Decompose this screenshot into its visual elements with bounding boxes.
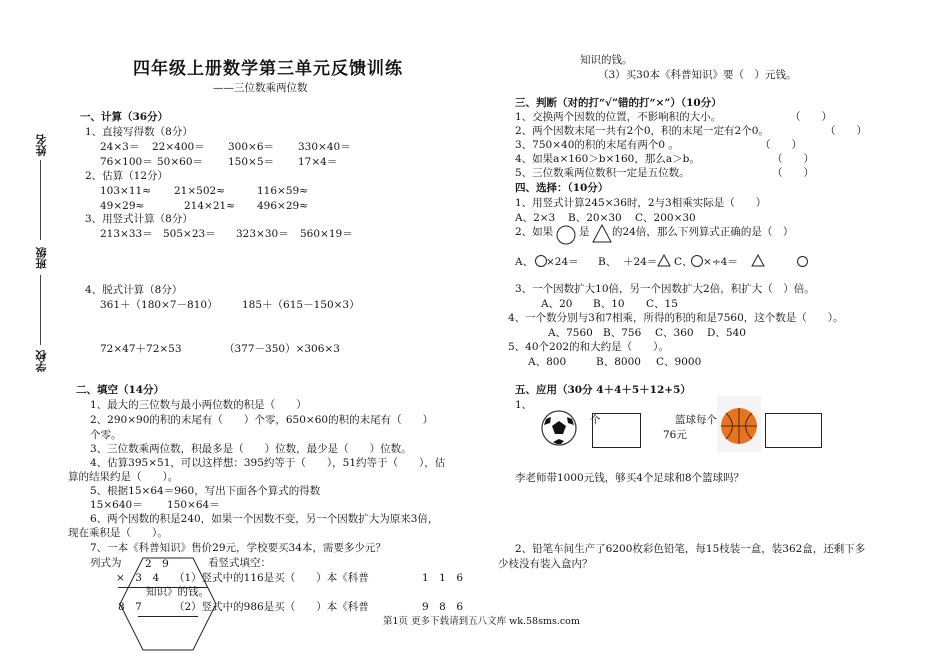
option[interactable]: C、 bbox=[674, 256, 693, 268]
mult-multiplier: × 3 4 bbox=[116, 572, 160, 584]
s2-l5: 5、根据15×64＝960，写出下面各个算式的得数 bbox=[90, 485, 321, 497]
s2-l3: 3、三位数乘两位数，积最多是（ ）位数，最少是（ ）位数。 bbox=[90, 443, 412, 455]
option[interactable]: C、9000 bbox=[656, 356, 702, 368]
s2-l4b: 算的结果约是（ ）。 bbox=[68, 471, 179, 483]
judge-mark[interactable]: （ ） bbox=[790, 111, 832, 123]
s4-q3: 3、一个因数扩大10倍，另一个因数扩大2倍，积扩大（ ）倍。 bbox=[515, 283, 815, 295]
triangle-icon bbox=[657, 254, 671, 268]
option[interactable]: D、540 bbox=[707, 327, 746, 339]
name-label: 姓名 bbox=[35, 134, 48, 156]
s2-l7a: 列式为 bbox=[90, 557, 122, 569]
judge-item: 1、交换两个因数的位置，不影响积的大小。 bbox=[515, 111, 722, 123]
s2-f2n: 9 8 6 bbox=[422, 601, 464, 613]
calc: （377－350）×306×3 bbox=[224, 343, 340, 355]
calc: 24×3＝ bbox=[100, 141, 140, 153]
calc: 185＋（615－150×3） bbox=[242, 299, 360, 311]
option[interactable]: B、756 bbox=[603, 327, 642, 339]
s4-q5: 5、40个202的和大约是（ ）。 bbox=[508, 341, 669, 353]
triangle-icon bbox=[751, 254, 765, 268]
option[interactable]: B、10 bbox=[593, 298, 625, 310]
s4-heading: 四、选择：（10分） bbox=[515, 182, 609, 194]
s2-l2b: 个零。 bbox=[90, 429, 122, 441]
mult-top: 2 9 bbox=[145, 558, 169, 570]
calc: 214×21≈ bbox=[184, 200, 235, 212]
ball-text-2: 篮球每个 bbox=[675, 414, 717, 426]
option-text: × bbox=[703, 256, 712, 268]
calc: 496×29≈ bbox=[257, 200, 308, 212]
class-label: 班级 bbox=[35, 247, 48, 269]
s2-f1b: 知识》的钱。 bbox=[146, 586, 209, 598]
option-text: ＋24＝ bbox=[623, 256, 658, 268]
triangle-icon bbox=[592, 224, 612, 244]
calc: 560×19＝ bbox=[300, 228, 353, 240]
calc: 213×33＝ bbox=[100, 228, 153, 240]
page-subtitle: ——三位数乘两位数 bbox=[213, 82, 308, 94]
option[interactable]: B、20×30 bbox=[568, 212, 622, 224]
judge-mark[interactable]: （ ） bbox=[772, 167, 814, 179]
judge-item: 2、两个因数末尾一共有2个0，积的末尾一定有2个0。 bbox=[515, 125, 769, 137]
circle-icon bbox=[690, 254, 704, 268]
s2-f2b: 知识的钱。 bbox=[580, 54, 633, 66]
class-line bbox=[40, 275, 41, 345]
option[interactable]: A、 bbox=[515, 256, 534, 268]
s2-f2: （2）竖式中的986是买（ ）本《科普 bbox=[174, 601, 369, 613]
option[interactable]: A、800 bbox=[528, 356, 567, 368]
s1-q1: 1、直接写得数（8分） bbox=[85, 126, 193, 138]
judge-mark[interactable]: （ ） bbox=[772, 153, 814, 165]
s1-q2: 2、估算（12分） bbox=[85, 170, 169, 182]
judge-mark[interactable]: （ ） bbox=[825, 125, 867, 137]
answer-box-1[interactable] bbox=[592, 413, 641, 448]
s1-q3: 3、用竖式计算（8分） bbox=[85, 213, 193, 225]
s4-q1: 1、用竖式计算245×36时，2与3相乘实际是（ ） bbox=[515, 197, 767, 209]
s2-f1: （1）竖式中的116是买（ ）本《科普 bbox=[174, 572, 369, 584]
s1-heading: 一、计算（36分） bbox=[80, 111, 169, 123]
answer-box-2[interactable] bbox=[765, 413, 822, 448]
calc: 116×59≈ bbox=[257, 185, 308, 197]
s2-f3: （3）买30本《科普知识》要（ ）元钱。 bbox=[598, 69, 797, 81]
calc: 50×60＝ bbox=[157, 156, 204, 168]
s2-l5b: 150×64＝ bbox=[167, 499, 220, 511]
s5-n1: 1、 bbox=[515, 399, 533, 411]
calc: 505×23＝ bbox=[163, 228, 216, 240]
option[interactable]: B、8000 bbox=[596, 356, 641, 368]
calc: 300×6＝ bbox=[228, 141, 275, 153]
calc: 76×100＝ bbox=[100, 156, 153, 168]
page-title: 四年级上册数学第三单元反馈训练 bbox=[133, 59, 403, 79]
option[interactable]: B、 bbox=[598, 256, 617, 268]
s2-l6b: 现在乘积是（ ）。 bbox=[68, 527, 168, 539]
s5-heading: 五、应用（30分 4＋4＋5＋12+5） bbox=[515, 384, 691, 396]
s2-l4: 4、估算395×51，可以这样想：395约等于（ ），51约等于（ ），估 bbox=[90, 457, 446, 469]
option[interactable]: A、20 bbox=[541, 298, 573, 310]
option[interactable]: C、200×30 bbox=[635, 212, 696, 224]
s4-q2c: 的24倍，那么下列算式正确的是（ ） bbox=[612, 226, 794, 238]
s2-l2: 2、290×90的积的末尾有（ ）个零，650×60的积的末尾有（ ） bbox=[90, 414, 434, 426]
s2-f1n: 1 1 6 bbox=[422, 572, 464, 584]
calc: 72×47＋72×53 bbox=[100, 343, 182, 355]
soccer-ball-icon bbox=[540, 409, 578, 447]
s2-l7b: 看竖式填空： bbox=[208, 557, 271, 569]
option[interactable]: A、7560 bbox=[548, 327, 593, 339]
option-text: ×24＝ bbox=[546, 256, 579, 268]
s2-l1: 1、最大的三位数与最小两位数的积是（ ） bbox=[90, 399, 307, 411]
judge-item: 4、如果a×160＞b×160，那么a＞b。 bbox=[515, 153, 700, 165]
s1-q4: 4、脱式计算（8分） bbox=[85, 284, 183, 296]
calc: 330×40＝ bbox=[298, 141, 351, 153]
s4-q2b: 是 bbox=[579, 226, 590, 238]
calc: 17×4＝ bbox=[298, 156, 338, 168]
s5-q2b: 少枝没有装入盒内？ bbox=[498, 558, 593, 570]
ball-price: 76元 bbox=[663, 429, 687, 441]
calc: 323×30＝ bbox=[236, 228, 289, 240]
s4-q2: 2、如果 bbox=[515, 226, 554, 238]
s5-q2: 2、铅笔车间生产了6200枚彩色铅笔，每15枝装一盒，装362盒，还剩下多 bbox=[515, 543, 866, 555]
option-text: ÷4＝ bbox=[712, 256, 738, 268]
calc: 103×11≈ bbox=[100, 185, 151, 197]
ball-text-1: 个 bbox=[590, 414, 601, 426]
judge-item: 5、三位数乘两位数积一定是五位数。 bbox=[515, 167, 690, 179]
option[interactable]: A、2×3 bbox=[515, 212, 556, 224]
name-line bbox=[40, 160, 41, 240]
page-footer: 第1页 更多下载请到五八文库 wk.58sms.com bbox=[383, 616, 580, 627]
school-label: 学校 bbox=[35, 350, 48, 372]
mult-rule-2 bbox=[138, 616, 198, 617]
judge-mark[interactable]: （ ） bbox=[760, 139, 802, 151]
judge-item: 3、750×40的积的末尾有两个0 。 bbox=[515, 139, 679, 151]
basketball-icon bbox=[717, 396, 761, 452]
calc: 21×502≈ bbox=[174, 185, 225, 197]
s3-heading: 三、判断（对的打“√”错的打“×”）（10分） bbox=[515, 97, 722, 109]
s2-heading: 二、填空（14分） bbox=[76, 384, 165, 396]
circle-icon bbox=[796, 255, 809, 268]
circle-icon bbox=[555, 225, 577, 245]
s2-l7: 7、一本《科普知识》售价29元，学校要买34本，需要多少元？ bbox=[90, 542, 386, 554]
s2-l5a: 15×640＝ bbox=[90, 499, 143, 511]
option[interactable]: C、360 bbox=[655, 327, 694, 339]
calc: 150×5＝ bbox=[228, 156, 275, 168]
calc: 22×400＝ bbox=[152, 141, 205, 153]
calc: 361＋（180×7－810） bbox=[100, 299, 218, 311]
calc: 49×29≈ bbox=[100, 200, 145, 212]
s4-q4: 4、一个数分别与3和7相乘，所得的积的和是7560，这个数是（ ）。 bbox=[508, 312, 844, 324]
option[interactable]: C、15 bbox=[646, 298, 678, 310]
mult-mid: 8 7 bbox=[118, 601, 142, 613]
s5-q1: 李老师带1000元钱，够买4个足球和8个篮球吗？ bbox=[515, 472, 745, 484]
s2-l6: 6、两个因数的积是240，如果一个因数不变，另一个因数扩大为原来3倍， bbox=[90, 513, 439, 525]
